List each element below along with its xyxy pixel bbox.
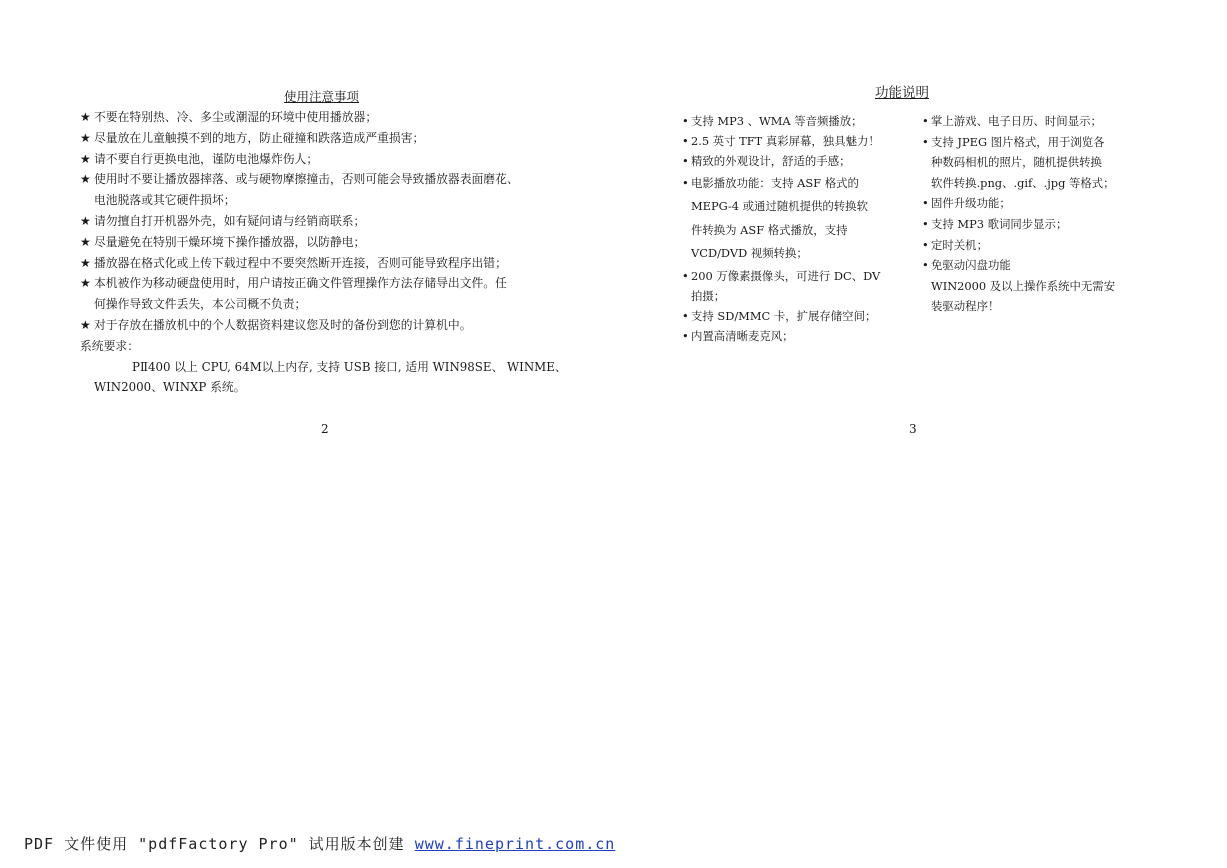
warning-item (80, 169, 580, 211)
star-bullet-icon: ★ (80, 317, 91, 332)
feature-line: 2.5 英寸 TFT 真彩屏幕，独具魅力！ (691, 134, 880, 149)
bullet-dot-icon: • (922, 134, 929, 149)
feature-line: 装驱动程序！ (931, 299, 1000, 314)
pdf-footer (24, 833, 615, 854)
warning-line: 尽量避免在特别干燥环境下操作播放器，以防静电； (94, 234, 366, 249)
feature-line: 内置高清晰麦克风； (691, 329, 794, 344)
feature-line: 定时关机； (931, 237, 988, 252)
feature-item (682, 151, 904, 171)
warning-line: 本机被作为移动硬盘使用时，用户请按正确文件管理操作方法存储导出文件。任 (94, 276, 507, 291)
feature-line: 电影播放功能：支持 ASF 格式的 (691, 175, 859, 190)
page-title: 功能说明 (875, 85, 929, 101)
bullet-dot-icon: • (682, 175, 689, 190)
warning-line: 请勿擅自打开机器外壳，如有疑问请与经销商联系； (94, 213, 366, 228)
bullet-dot-icon: • (682, 114, 689, 128)
feature-item (922, 111, 1144, 132)
bullet-dot-icon: • (682, 329, 689, 344)
page-number: 3 (909, 422, 917, 436)
feature-line: 支持 MP3 歌词同步显示； (931, 216, 1068, 231)
feature-line: 固件升级功能； (931, 196, 1011, 211)
star-bullet-icon: ★ (80, 110, 91, 124)
star-bullet-icon: ★ (80, 234, 91, 249)
left-page (0, 0, 613, 868)
feature-item (922, 235, 1144, 256)
feature-line: WIN2000 及以上操作系统中无需安 (931, 278, 1116, 293)
warning-item (80, 149, 580, 170)
feature-line: 精致的外观设计，舒适的手感； (691, 154, 851, 169)
feature-line: 件转换为 ASF 格式播放，支持 (691, 222, 848, 237)
warning-line: 不要在特别热、冷、多尘或潮湿的环境中使用播放器； (94, 110, 378, 124)
feature-line: VCD/DVD 视频转换； (691, 246, 808, 261)
footer-text: PDF 文件使用 "pdfFactory Pro" 试用版本创建 (24, 835, 415, 853)
features-column-right (922, 111, 1144, 317)
warning-line: 播放器在格式化或上传下载过程中不要突然断开连接，否则可能导致程序出错； (94, 255, 507, 270)
feature-line: 支持 JPEG 图片格式，用于浏览各 (931, 134, 1105, 149)
feature-item (682, 306, 904, 326)
feature-item (922, 193, 1144, 214)
feature-line: 拍摄； (691, 288, 726, 303)
bullet-dot-icon: • (922, 216, 929, 231)
star-bullet-icon: ★ (80, 172, 91, 187)
star-bullet-icon: ★ (80, 276, 91, 291)
bullet-dot-icon: • (922, 237, 929, 252)
feature-item (682, 172, 904, 266)
page-number: 2 (321, 422, 329, 436)
feature-line: 支持 SD/MMC 卡，扩展存储空间； (691, 309, 877, 324)
feature-item (682, 111, 904, 131)
right-page (613, 0, 1227, 868)
feature-item (682, 266, 904, 306)
warning-line: 尽量放在儿童触摸不到的地方，防止碰撞和跌落造成严重损害； (94, 130, 425, 145)
warning-item (80, 273, 580, 315)
feature-item (922, 255, 1144, 317)
bullet-dot-icon: • (682, 309, 689, 324)
warning-line: 对于存放在播放机中的个人数据资料建议您及时的备份到您的计算机中。 (94, 317, 472, 332)
star-bullet-icon: ★ (80, 130, 91, 145)
warning-item (80, 253, 580, 274)
feature-line: 支持 MP3 、WMA 等音频播放； (691, 114, 863, 128)
warnings-list (80, 107, 580, 398)
feature-item (682, 131, 904, 151)
feature-line: 种数码相机的照片，随机提供转换 (931, 155, 1102, 170)
warning-item (80, 107, 580, 128)
bullet-dot-icon: • (682, 268, 689, 283)
features-column-left (682, 111, 904, 346)
feature-line: 200 万像素摄像头，可进行 DC、DV (691, 268, 881, 283)
star-bullet-icon: ★ (80, 213, 91, 228)
bullet-dot-icon: • (682, 134, 689, 149)
warning-line: 使用时不要让播放器摔落、或与硬物摩擦撞击，否则可能会导致播放器表面磨花、 (94, 172, 519, 187)
bullet-dot-icon: • (922, 114, 929, 128)
warning-item (80, 232, 580, 253)
warning-item (80, 211, 580, 232)
star-bullet-icon: ★ (80, 255, 91, 270)
footer-link[interactable]: www.fineprint.com.cn (414, 835, 616, 853)
feature-line: 免驱动闪盘功能 (931, 258, 1011, 273)
bullet-dot-icon: • (922, 258, 929, 273)
feature-item (922, 132, 1144, 194)
feature-item (682, 326, 904, 346)
page-title: 使用注意事项 (284, 89, 360, 104)
warning-item (80, 128, 580, 149)
warning-line: 电池脱落或其它硬件损坏； (94, 193, 236, 208)
warning-line: 请不要自行更换电池，谨防电池爆炸伤人； (94, 151, 319, 166)
feature-line: 软件转换.png、.gif、.jpg 等格式； (931, 175, 1115, 190)
warning-item (80, 315, 580, 336)
system-requirements-text: PⅡ400 以上 CPU, 64M以上内存, 支持 USB 接口, 适用 WIN98SE、 WINME、WIN2000、WINXP 系统。 (94, 359, 567, 395)
bullet-dot-icon: • (682, 154, 689, 169)
bullet-dot-icon: • (922, 196, 929, 211)
feature-item (922, 214, 1144, 235)
feature-line: 掌上游戏、电子日历、时间显示； (931, 114, 1102, 128)
warning-line: 何操作导致文件丢失，本公司概不负责； (94, 297, 307, 312)
feature-line: MEPG-4 或通过随机提供的转换软 (691, 199, 868, 214)
star-bullet-icon: ★ (80, 151, 91, 166)
system-requirements-label: 系统要求： (80, 338, 139, 353)
